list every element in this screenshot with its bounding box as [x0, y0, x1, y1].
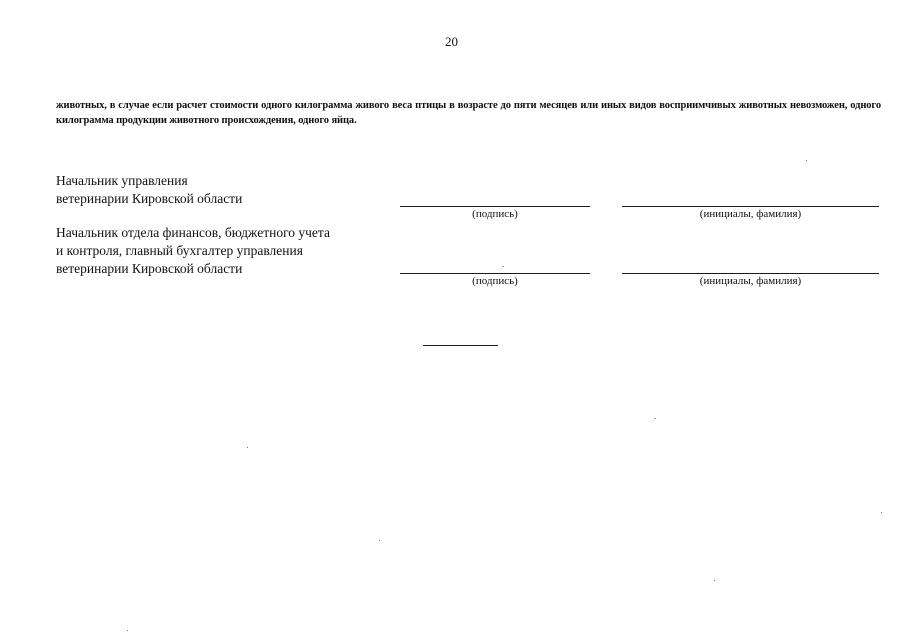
scan-speck [655, 418, 656, 419]
signature-line-2 [400, 273, 590, 274]
signer-title-line: Начальник управления [56, 173, 188, 188]
signature-caption-2: (подпись) [472, 275, 518, 287]
signer-title-1 [56, 172, 242, 208]
end-of-document-line [423, 345, 498, 346]
signer-title-line: ветеринарии Кировской области [56, 261, 243, 276]
signer-title-line: Начальник отдела финансов, бюджетного учета [56, 225, 330, 240]
scan-speck [503, 266, 504, 267]
scan-speck [127, 630, 128, 631]
signature-line-1 [400, 206, 590, 207]
scan-speck [247, 447, 248, 448]
scan-speck [881, 512, 882, 513]
page-number: 20 [445, 34, 458, 49]
name-line-2 [622, 273, 879, 274]
name-caption-2: (инициалы, фамилия) [699, 275, 802, 287]
signer-title-2 [56, 224, 330, 278]
signer-title-line: ветеринарии Кировской области [56, 191, 243, 206]
signature-caption-1: (подпись) [472, 208, 518, 220]
scan-speck [806, 160, 807, 161]
scan-speck [714, 580, 715, 581]
name-line-1 [622, 206, 879, 207]
name-caption-1: (инициалы, фамилия) [699, 208, 802, 220]
body-paragraph: животных, в случае если расчет стоимости одного килограмма живого веса птицы в возрасте до пяти месяцев или иных видов восприимчивых животных невозможен, одного килограмма продукции животного происхождения, одного яйца. [56, 100, 881, 126]
signer-title-line: и контроля, главный бухгалтер управления [56, 243, 303, 258]
scan-speck [379, 540, 380, 541]
